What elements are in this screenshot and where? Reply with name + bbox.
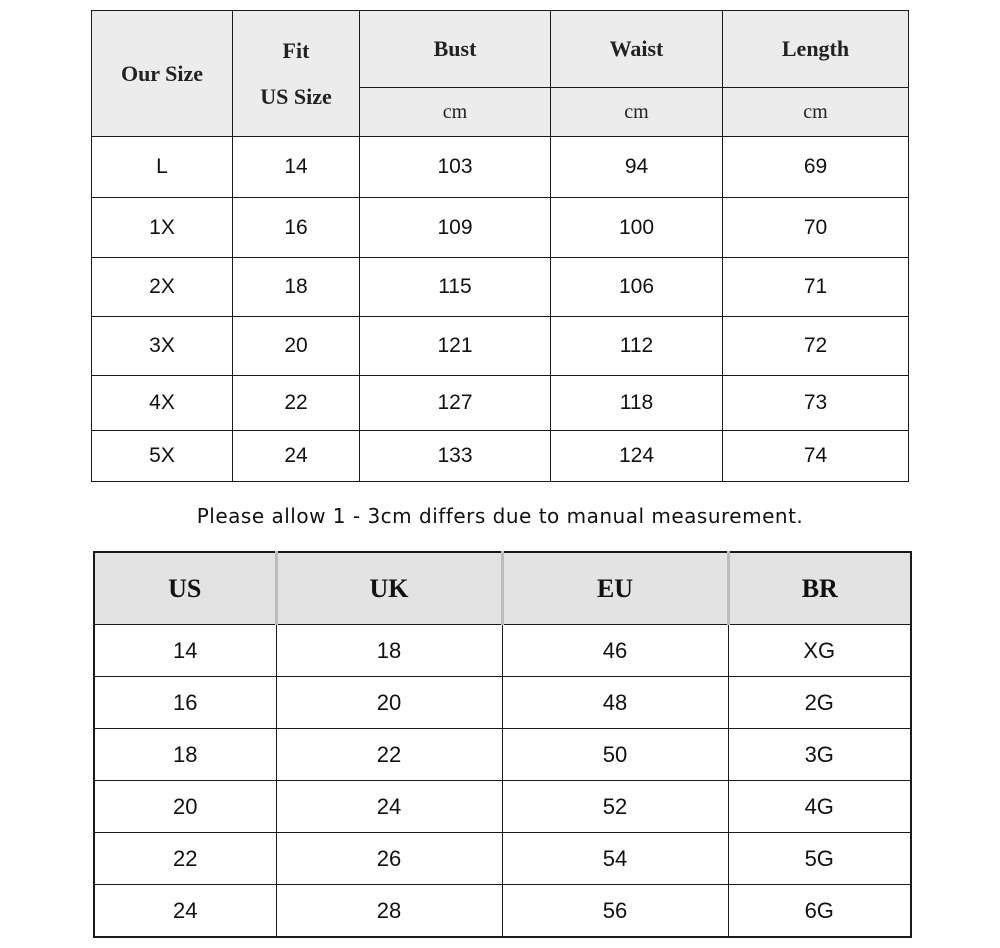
- header-us: US: [94, 552, 276, 625]
- measurement-note: Please allow 1 - 3cm differs due to manual measurement.: [196, 504, 804, 528]
- table-row: [94, 885, 911, 938]
- cell-our-size: 2X: [92, 258, 233, 317]
- cell-length: 74: [723, 431, 909, 482]
- table-row: [92, 431, 909, 482]
- cell-waist: 118: [551, 376, 723, 431]
- cell-br: 2G: [728, 677, 911, 729]
- cell-eu: 46: [502, 625, 728, 677]
- header-uk: UK: [276, 552, 502, 625]
- header-length: Length: [723, 11, 909, 88]
- cell-us-size: 16: [233, 198, 360, 258]
- cell-length: 69: [723, 137, 909, 198]
- cell-waist: 100: [551, 198, 723, 258]
- cell-our-size: 5X: [92, 431, 233, 482]
- cell-us: 18: [94, 729, 276, 781]
- cell-eu: 48: [502, 677, 728, 729]
- table-row: [92, 198, 909, 258]
- cell-us-size: 24: [233, 431, 360, 482]
- cell-waist: 94: [551, 137, 723, 198]
- cell-bust: 133: [360, 431, 551, 482]
- table-row: [94, 677, 911, 729]
- cell-eu: 56: [502, 885, 728, 938]
- cell-bust: 121: [360, 317, 551, 376]
- cell-us-size: 22: [233, 376, 360, 431]
- cell-us-size: 18: [233, 258, 360, 317]
- header-eu: EU: [502, 552, 728, 625]
- table-row: [94, 729, 911, 781]
- cell-length: 72: [723, 317, 909, 376]
- table-row: [94, 625, 911, 677]
- cell-br: 6G: [728, 885, 911, 938]
- cell-uk: 22: [276, 729, 502, 781]
- header-length-unit: cm: [723, 88, 909, 137]
- cell-uk: 20: [276, 677, 502, 729]
- header-bust: Bust: [360, 11, 551, 88]
- cell-bust: 115: [360, 258, 551, 317]
- cell-length: 71: [723, 258, 909, 317]
- header-bust-unit: cm: [360, 88, 551, 137]
- cell-us-size: 20: [233, 317, 360, 376]
- cell-br: XG: [728, 625, 911, 677]
- cell-bust: 103: [360, 137, 551, 198]
- cell-us: 16: [94, 677, 276, 729]
- cell-br: 4G: [728, 781, 911, 833]
- cell-length: 73: [723, 376, 909, 431]
- cell-us: 24: [94, 885, 276, 938]
- header-br: BR: [728, 552, 911, 625]
- table-row: [92, 317, 909, 376]
- table-row: [94, 833, 911, 885]
- cell-bust: 109: [360, 198, 551, 258]
- cell-our-size: 3X: [92, 317, 233, 376]
- cell-uk: 18: [276, 625, 502, 677]
- size-conversion-table: [93, 551, 912, 938]
- cell-uk: 28: [276, 885, 502, 938]
- cell-eu: 54: [502, 833, 728, 885]
- cell-br: 5G: [728, 833, 911, 885]
- cell-waist: 124: [551, 431, 723, 482]
- header-waist-unit: cm: [551, 88, 723, 137]
- cell-our-size: L: [92, 137, 233, 198]
- table-row: [92, 258, 909, 317]
- cell-waist: 106: [551, 258, 723, 317]
- cell-eu: 50: [502, 729, 728, 781]
- header-our-size: Our Size: [92, 11, 233, 137]
- cell-us: 22: [94, 833, 276, 885]
- cell-our-size: 1X: [92, 198, 233, 258]
- table-row: [92, 137, 909, 198]
- table-row: [92, 376, 909, 431]
- cell-bust: 127: [360, 376, 551, 431]
- cell-waist: 112: [551, 317, 723, 376]
- size-chart-table: [91, 10, 909, 482]
- cell-us-size: 14: [233, 137, 360, 198]
- header-fit-us-size: [233, 11, 360, 137]
- header-us-size-label: US Size: [260, 83, 332, 109]
- cell-our-size: 4X: [92, 376, 233, 431]
- cell-us: 14: [94, 625, 276, 677]
- cell-eu: 52: [502, 781, 728, 833]
- cell-length: 70: [723, 198, 909, 258]
- cell-br: 3G: [728, 729, 911, 781]
- cell-uk: 24: [276, 781, 502, 833]
- table-row: [94, 781, 911, 833]
- header-waist: Waist: [551, 11, 723, 88]
- cell-us: 20: [94, 781, 276, 833]
- header-fit-label: Fit: [282, 37, 310, 63]
- cell-uk: 26: [276, 833, 502, 885]
